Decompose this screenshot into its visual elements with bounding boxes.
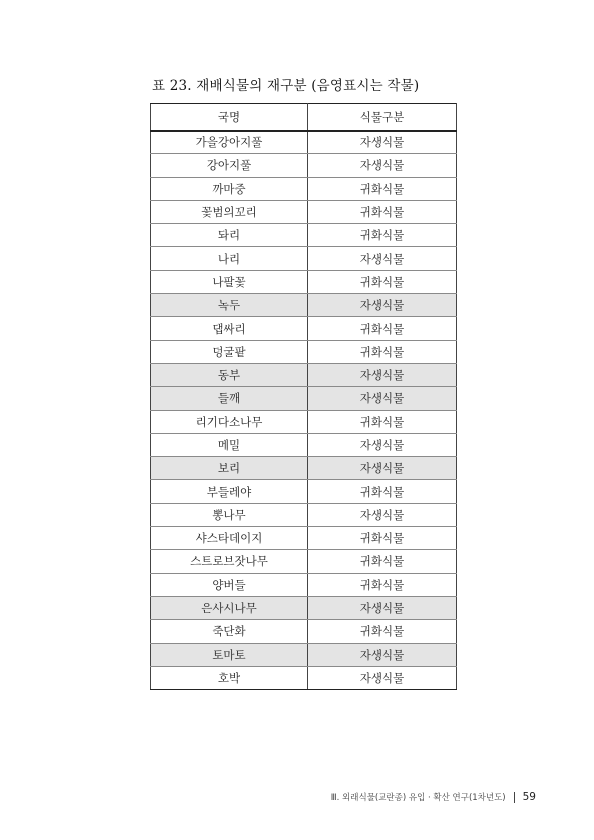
table-row: [151, 270, 457, 293]
plant-type-cell: 귀화식물: [308, 410, 457, 433]
plant-name-cell: 샤스타데이지: [151, 527, 308, 550]
plant-name-cell: 죽단화: [151, 620, 308, 643]
plant-type-cell: 자생식물: [308, 154, 457, 177]
plant-type-cell: 자생식물: [308, 666, 457, 689]
plant-name-cell: 덩굴팥: [151, 340, 308, 363]
plant-type-cell: 자생식물: [308, 503, 457, 526]
table-row: [151, 131, 457, 154]
plant-type-cell: 귀화식물: [308, 527, 457, 550]
plant-name-cell: 꽃범의꼬리: [151, 200, 308, 223]
plant-name-cell: 부들레야: [151, 480, 308, 503]
plant-name-cell: 까마중: [151, 177, 308, 200]
table-header: [151, 104, 457, 131]
table-row: [151, 387, 457, 410]
table-row: [151, 363, 457, 386]
table-body: [151, 131, 457, 690]
plant-type-cell: 자생식물: [308, 294, 457, 317]
plant-type-cell: 자생식물: [308, 643, 457, 666]
table-row: [151, 340, 457, 363]
plant-type-cell: 귀화식물: [308, 340, 457, 363]
plant-type-cell: 귀화식물: [308, 620, 457, 643]
plant-type-cell: 자생식물: [308, 457, 457, 480]
plant-name-cell: 가을강아지풀: [151, 131, 308, 154]
plant-type-cell: 귀화식물: [308, 480, 457, 503]
table-row: [151, 410, 457, 433]
plant-name-cell: 강아지풀: [151, 154, 308, 177]
plant-name-cell: 양버들: [151, 573, 308, 596]
table-row: [151, 550, 457, 573]
table-row: [151, 177, 457, 200]
plant-type-cell: 자생식물: [308, 131, 457, 154]
plant-type-cell: 귀화식물: [308, 200, 457, 223]
plant-name-cell: 나팔꽃: [151, 270, 308, 293]
table-row: [151, 154, 457, 177]
plant-name-cell: 동부: [151, 363, 308, 386]
table-row: [151, 433, 457, 456]
header-row: [151, 104, 457, 131]
table-row: [151, 294, 457, 317]
plant-type-cell: 자생식물: [308, 596, 457, 619]
table-row: [151, 247, 457, 270]
table-row: [151, 596, 457, 619]
plant-name-cell: 보리: [151, 457, 308, 480]
plant-type-cell: 자생식물: [308, 247, 457, 270]
plant-type-cell: 자생식물: [308, 363, 457, 386]
table-row: [151, 200, 457, 223]
plant-name-cell: 토마토: [151, 643, 308, 666]
page-number: 59: [522, 791, 536, 803]
header-type: 식물구분: [308, 104, 457, 131]
plant-name-cell: 돠리: [151, 224, 308, 247]
header-name: 국명: [151, 104, 308, 131]
footer-divider: [514, 792, 515, 803]
plant-type-cell: 귀화식물: [308, 270, 457, 293]
plant-type-cell: 귀화식물: [308, 550, 457, 573]
plant-name-cell: 메밀: [151, 433, 308, 456]
plant-type-cell: 자생식물: [308, 433, 457, 456]
footer-chapter-title: Ⅲ. 외래식물(교란종) 유입 · 확산 연구(1차년도): [330, 793, 506, 803]
plant-name-cell: 호박: [151, 666, 308, 689]
plant-classification-table: [150, 103, 457, 690]
plant-name-cell: 은사시나무: [151, 596, 308, 619]
table-row: [151, 457, 457, 480]
plant-name-cell: 스트로브잣나무: [151, 550, 308, 573]
plant-type-cell: 자생식물: [308, 387, 457, 410]
plant-name-cell: 나리: [151, 247, 308, 270]
table-row: [151, 643, 457, 666]
table-row: [151, 503, 457, 526]
plant-type-cell: 귀화식물: [308, 177, 457, 200]
plant-name-cell: 댑싸리: [151, 317, 308, 340]
table-row: [151, 620, 457, 643]
page-footer: [331, 791, 536, 803]
plant-type-cell: 귀화식물: [308, 317, 457, 340]
plant-name-cell: 뽕나무: [151, 503, 308, 526]
table-row: [151, 317, 457, 340]
table-row: [151, 224, 457, 247]
table-row: [151, 527, 457, 550]
table-caption: 표 23. 재배식물의 재구분 (음영표시는 작물): [152, 78, 420, 94]
plant-type-cell: 귀화식물: [308, 224, 457, 247]
plant-name-cell: 녹두: [151, 294, 308, 317]
plant-name-cell: 들깨: [151, 387, 308, 410]
plant-type-cell: 귀화식물: [308, 573, 457, 596]
plant-name-cell: 리기다소나무: [151, 410, 308, 433]
table-row: [151, 480, 457, 503]
table-row: [151, 573, 457, 596]
table-row: [151, 666, 457, 689]
